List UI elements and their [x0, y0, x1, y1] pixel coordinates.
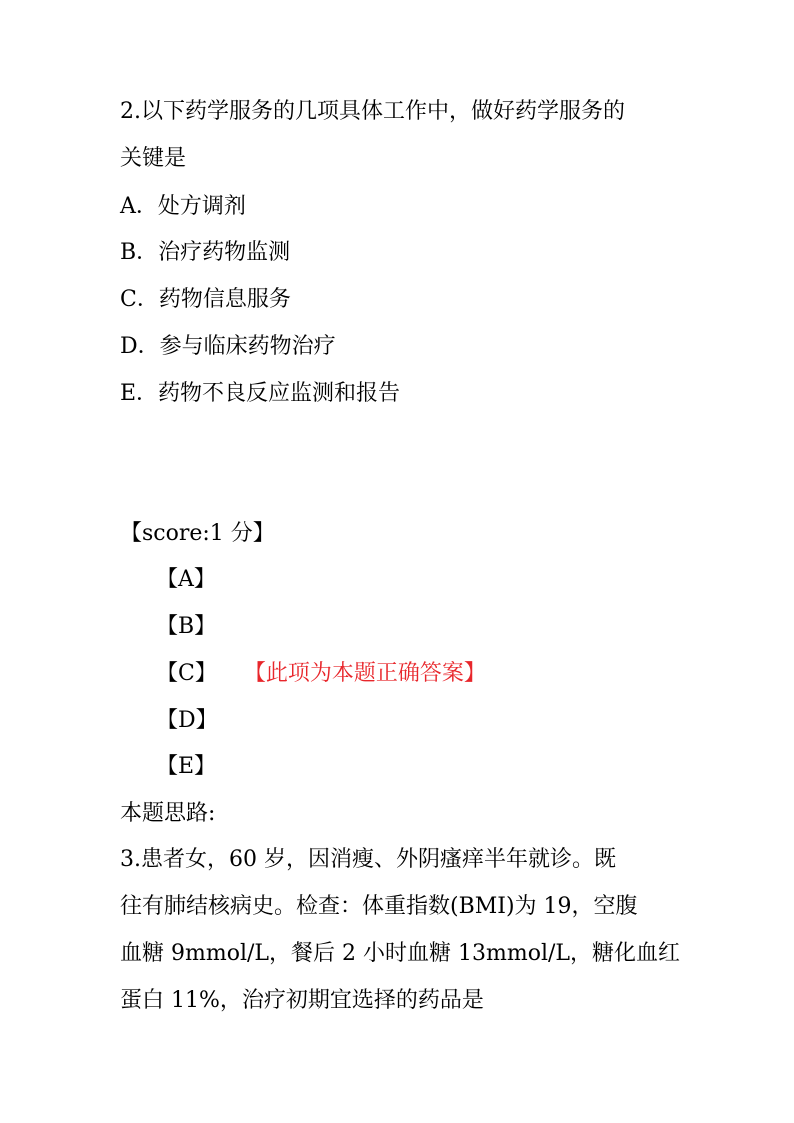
question-2-stem-line-2: 关键是 — [120, 146, 187, 171]
correct-answer-note: 【此项为本题正确答案】 — [254, 661, 486, 686]
answer-c-label: 【C】 — [156, 661, 217, 686]
answer-a: 【A】 — [156, 567, 216, 592]
answer-c — [156, 659, 486, 689]
question-3-line-2: 往有肺结核病史。检查：体重指数(BMI)为 19，空腹 — [120, 894, 638, 919]
score-label: 【score:1 分】 — [120, 521, 275, 546]
answer-b: 【B】 — [156, 614, 217, 639]
option-a: A．处方调剂 — [120, 194, 246, 219]
option-c: C．药物信息服务 — [120, 287, 291, 312]
question-3-line-4: 蛋白 11%，治疗初期宜选择的药品是 — [120, 988, 484, 1013]
option-b: B．治疗药物监测 — [120, 240, 291, 265]
answer-d: 【D】 — [156, 708, 218, 733]
option-d: D．参与临床药物治疗 — [120, 334, 336, 359]
option-e: E．药物不良反应监测和报告 — [120, 381, 401, 406]
question-2-stem-line-1: 2.以下药学服务的几项具体工作中，做好药学服务的 — [120, 99, 625, 124]
question-3-line-3: 血糖 9mmol/L，餐后 2 小时血糖 13mmol/L，糖化血红 — [120, 941, 681, 966]
answer-e: 【E】 — [156, 754, 217, 779]
analysis-label: 本题思路: — [120, 801, 216, 826]
question-3-line-1: 3.患者女，60 岁，因消瘦、外阴瘙痒半年就诊。既 — [120, 847, 616, 872]
